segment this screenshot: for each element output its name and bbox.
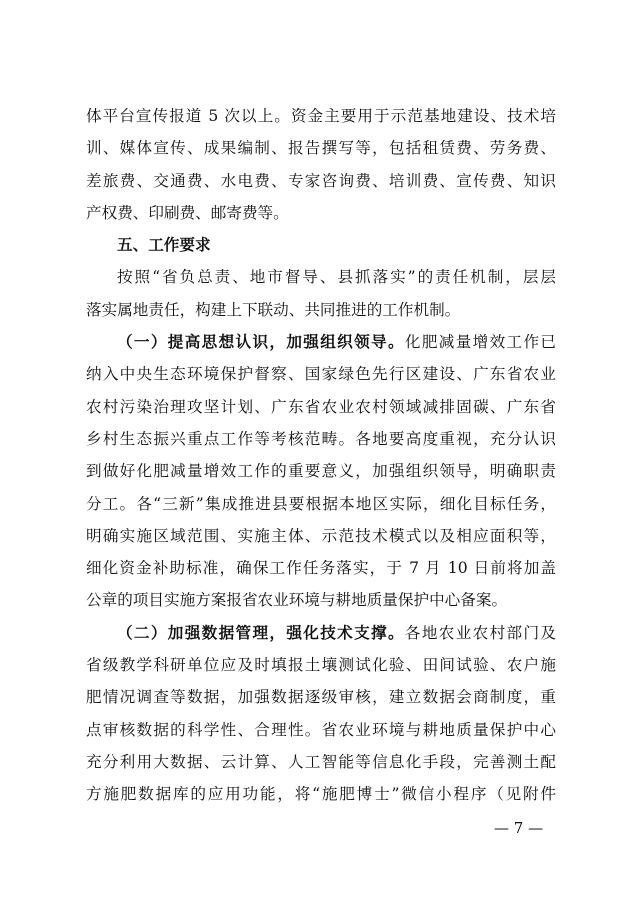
text-line: 农村污染治理攻坚计划、广东省农业农村领域减排固碳、广东省 [86, 397, 556, 416]
paragraph-requirements [86, 261, 556, 326]
text-line: 省级教学科研单位应及时填报土壤测试化验、田间试验、农户施 [86, 656, 556, 675]
page-number: — 7 — [494, 819, 544, 837]
text-line: 到做好化肥减量增效工作的重要意义，加强组织领导，明确职责 [86, 462, 556, 481]
paragraph-awareness [86, 326, 556, 617]
section-heading: 五、工作要求 [117, 236, 211, 255]
text-fragment: 化肥减量增效工作已 [404, 333, 556, 352]
subheading-lead: （二）加强数据管理，强化技术支撑。 [117, 623, 405, 642]
text-fragment: 各地农业农村部门及 [404, 623, 556, 642]
text-line: 落实属地责任，构建上下联动、共同推进的工作机制。 [86, 300, 461, 319]
text-line: 体平台宣传报道 5 次以上。资金主要用于示范基地建设、技术培 [86, 107, 556, 125]
text-line [86, 617, 556, 649]
text-line: 分工。各“三新”集成推进县要根据本地区实际，细化目标任务， [86, 494, 556, 513]
text-line: 点审核数据的科学性、合理性。省农业环境与耕地质量保护中心 [86, 720, 556, 739]
text-line: 肥情况调查等数据，加强数据逐级审核，建立数据会商制度，重 [86, 688, 556, 707]
text-line: 按照“省负总责、地市督导、县抓落实”的责任机制，层层 [117, 268, 556, 287]
text-line: 细化资金补助标准，确保工作任务落实，于 7 月 10 日前将加盖 [86, 559, 556, 578]
text-line: 充分利用大数据、云计算、人工智能等信息化手段，完善测土配 [86, 752, 556, 771]
text-line: 乡村生态振兴重点工作等考核范畴。各地要高度重视，充分认识 [86, 429, 556, 448]
text-line: 明确实施区域范围、实施主体、示范技术模式以及相应面积等， [86, 526, 556, 545]
text-line: 公章的项目实施方案报省农业环境与耕地质量保护中心备案。 [86, 591, 508, 610]
text-line: 方施肥数据库的应用功能，将“施肥博士”微信小程序（见附件 [86, 785, 556, 804]
text-line [86, 326, 556, 358]
subheading-lead: （一）提高思想认识，加强组织领导。 [117, 333, 405, 352]
text-line: 差旅费、交通费、水电费、专家咨询费、培训费、宣传费、知识 [86, 171, 556, 190]
text-line: 纳入中央生态环境保护督察、国家绿色先行区建设、广东省农业 [86, 365, 556, 384]
text-line: 训、媒体宣传、成果编制、报告撰写等，包括租赁费、劳务费、 [86, 139, 556, 158]
paragraph-funding [86, 100, 556, 229]
paragraph-data-management [86, 617, 556, 811]
text-line: 产权费、印刷费、邮寄费等。 [86, 203, 289, 222]
body-text [86, 100, 556, 811]
